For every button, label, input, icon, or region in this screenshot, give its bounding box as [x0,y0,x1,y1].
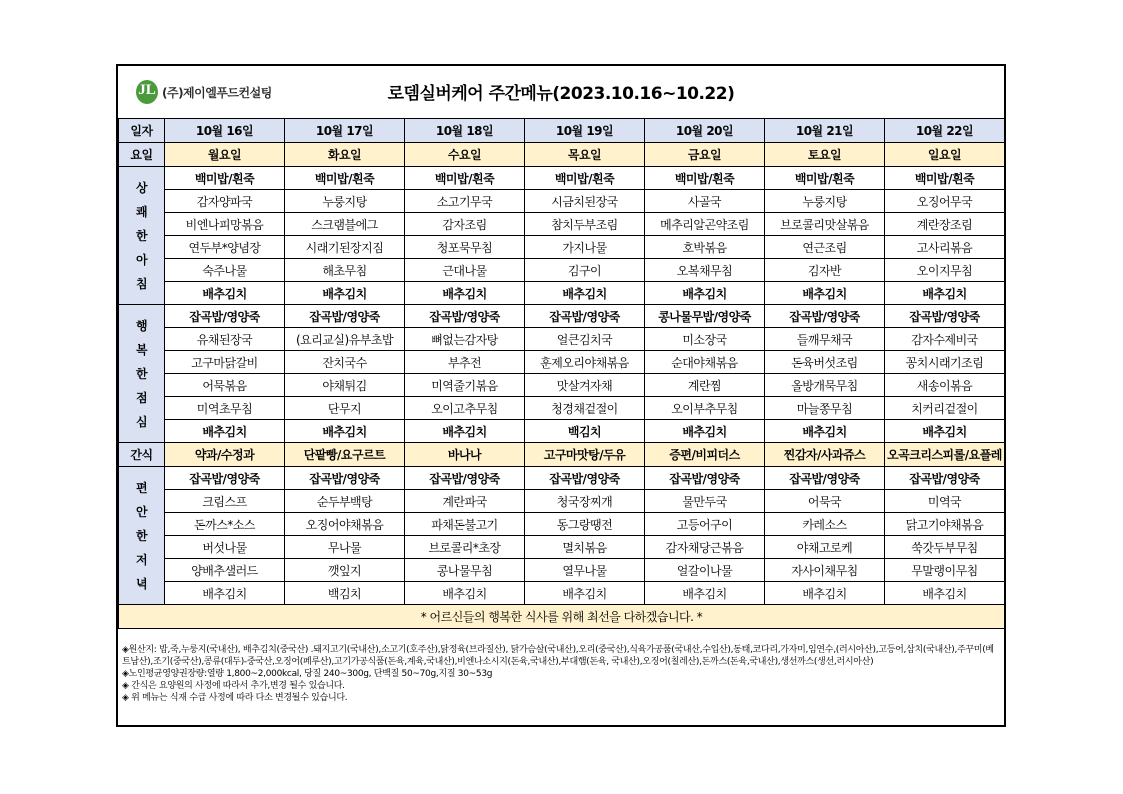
day-cell: 월요일 [165,143,285,167]
lunch-menu-item: 돈육버섯조림 [765,351,885,374]
date-cell: 10월 18일 [405,119,525,143]
table-row [119,167,1005,190]
breakfast-menu-item: 참치두부조림 [525,213,645,236]
lunch-menu-item: 배추김치 [285,420,405,443]
dinner-menu-item: 콩나물무침 [405,559,525,582]
table-row [119,559,1005,582]
notes-section [122,644,1000,704]
breakfast-menu-item: 배추김치 [765,282,885,305]
table-row [119,259,1005,282]
lunch-menu-item: 배추김치 [165,420,285,443]
dinner-menu-item: 잡곡밥/영양죽 [165,467,285,490]
dinner-menu-item: 어묵국 [765,490,885,513]
date-label: 일자 [119,119,165,143]
dinner-menu-item: 깻잎지 [285,559,405,582]
dinner-menu-item: 카레소스 [765,513,885,536]
breakfast-menu-item: 배추김치 [405,282,525,305]
lunch-label [119,305,165,443]
lunch-menu-item: 꽁치시래기조림 [885,351,1005,374]
lunch-menu-item: 잡곡밥/영양죽 [405,305,525,328]
dinner-label-text: 편안한저녁 [135,480,148,591]
breakfast-menu-item: 배추김치 [885,282,1005,305]
lunch-menu-item: 미역초무침 [165,397,285,420]
dinner-menu-item: 배추김치 [885,582,1005,605]
lunch-menu-item: 뼈없는감자탕 [405,328,525,351]
date-cell: 10월 22일 [885,119,1005,143]
weekly-menu-table [118,118,1005,629]
breakfast-menu-item: 김자반 [765,259,885,282]
note-origin: ◈원산지: 밥,죽,누룽지(국내산), 배추김치(중국산) .돼지고기(국내산),소고기(호주산),닭정육(브라질산), 닭가슴살(국내산),오리(중국산),식육가공품(국내산,수입산),동태,코다리,가자미,임연수,(러시아산),고등어,삼치(국내산),주꾸미(베트남산),조기(중국산),콩류(대두)-중국산,오징어(페루산),고기가공식품(돈육,계육,국내산),비엔나소시지(돈육,국내산),부대햄(돈육, 국내산),오징어(칠레산),돈까스(돈육,국내산),생선까스(생선,러시아산) [122,645,994,667]
breakfast-menu-item: 백미밥/흰죽 [765,167,885,190]
dinner-menu-item: 감자채당근볶음 [645,536,765,559]
dinner-label [119,467,165,605]
snack-item: 바나나 [405,443,525,467]
lunch-menu-item: 미소장국 [645,328,765,351]
snack-item: 단팥빵/요구르트 [285,443,405,467]
lunch-menu-item: 유채된장국 [165,328,285,351]
breakfast-menu-item: 해초무침 [285,259,405,282]
dinner-menu-item: 오징어야채볶음 [285,513,405,536]
breakfast-menu-item: 백미밥/흰죽 [645,167,765,190]
table-row [119,536,1005,559]
dinner-menu-item: 순두부백탕 [285,490,405,513]
lunch-menu-item: 오이고추무침 [405,397,525,420]
table-row [119,513,1005,536]
dinner-menu-item: 고등어구이 [645,513,765,536]
snack-item: 약과/수정과 [165,443,285,467]
lunch-menu-item: 배추김치 [645,420,765,443]
dinner-menu-item: 배추김치 [645,582,765,605]
breakfast-menu-item: 메추리알곤약조림 [645,213,765,236]
day-cell: 수요일 [405,143,525,167]
snack-item: 증편/비피더스 [645,443,765,467]
date-cell: 10월 21일 [765,119,885,143]
snack-item: 찐감자/사과쥬스 [765,443,885,467]
dinner-menu-item: 계란파국 [405,490,525,513]
breakfast-menu-item: 연두부*양념장 [165,236,285,259]
table-row [119,305,1005,328]
dinner-menu-item: 무말랭이무침 [885,559,1005,582]
dinner-menu-item: 야채고로케 [765,536,885,559]
table-row [119,582,1005,605]
breakfast-menu-item: 오복채무침 [645,259,765,282]
lunch-menu-item: 올방개묵무침 [765,374,885,397]
breakfast-label [119,167,165,305]
lunch-label-text: 행복한점심 [135,318,148,429]
breakfast-menu-item: 연근조림 [765,236,885,259]
lunch-menu-item: 청경채겉절이 [525,397,645,420]
lunch-menu-item: 백김치 [525,420,645,443]
dinner-menu-item: 배추김치 [525,582,645,605]
dinner-menu-item: 열무나물 [525,559,645,582]
breakfast-menu-item: 배추김치 [165,282,285,305]
date-cell: 10월 20일 [645,119,765,143]
table-row [119,119,1005,143]
breakfast-menu-item: 오징어무국 [885,190,1005,213]
note-change: ◈ 위 메뉴는 식재 수급 사정에 따라 다소 변경될수 있습니다. [122,693,348,703]
lunch-menu-item: 어묵볶음 [165,374,285,397]
lunch-menu-item: 순대야채볶음 [645,351,765,374]
lunch-menu-item: 부추전 [405,351,525,374]
dinner-menu-item: 백김치 [285,582,405,605]
date-cell: 10월 17일 [285,119,405,143]
dinner-menu-item: 브로콜리*초장 [405,536,525,559]
lunch-menu-item: 잡곡밥/영양죽 [525,305,645,328]
breakfast-menu-item: 고사리볶음 [885,236,1005,259]
table-row [119,490,1005,513]
breakfast-menu-item: 오이지무침 [885,259,1005,282]
table-row [119,328,1005,351]
breakfast-menu-item: 청포묵무침 [405,236,525,259]
table-row [119,351,1005,374]
day-cell: 화요일 [285,143,405,167]
table-row [119,282,1005,305]
breakfast-menu-item: 스크램블에그 [285,213,405,236]
breakfast-menu-item: 숙주나물 [165,259,285,282]
dinner-menu-item: 청국장찌개 [525,490,645,513]
breakfast-menu-item: 호박볶음 [645,236,765,259]
lunch-menu-item: 잡곡밥/영양죽 [765,305,885,328]
table-row [119,605,1005,629]
breakfast-menu-item: 누룽지탕 [285,190,405,213]
breakfast-menu-item: 감자양파국 [165,190,285,213]
dinner-menu-item: 배추김치 [405,582,525,605]
breakfast-menu-item: 배추김치 [645,282,765,305]
date-cell: 10월 19일 [525,119,645,143]
dinner-menu-item: 닭고기야채볶음 [885,513,1005,536]
date-cell: 10월 16일 [165,119,285,143]
dinner-menu-item: 잡곡밥/영양죽 [525,467,645,490]
breakfast-label-text: 상쾌한아침 [135,180,148,291]
breakfast-menu-item: 감자조림 [405,213,525,236]
dinner-menu-item: 미역국 [885,490,1005,513]
dinner-menu-item: 배추김치 [765,582,885,605]
table-row [119,374,1005,397]
lunch-menu-item: 잡곡밥/영양죽 [165,305,285,328]
lunch-menu-item: 고구마닭갈비 [165,351,285,374]
snack-item: 오곡크리스피롤/요플레 [885,443,1005,467]
table-row [119,236,1005,259]
breakfast-menu-item: 계란장조림 [885,213,1005,236]
dinner-menu-item: 물만두국 [645,490,765,513]
sheet-header [118,66,1004,119]
day-cell: 일요일 [885,143,1005,167]
day-label: 요일 [119,143,165,167]
snack-item: 고구마맛탕/두유 [525,443,645,467]
breakfast-menu-item: 백미밥/흰죽 [165,167,285,190]
lunch-menu-item: 잡곡밥/영양죽 [885,305,1005,328]
dinner-menu-item: 버섯나물 [165,536,285,559]
lunch-menu-item: 콩나물무밥/영양죽 [645,305,765,328]
lunch-menu-item: 계란찜 [645,374,765,397]
note-snack: ◈ 간식은 요양원의 사정에 따라서 추가,변경 될수 있습니다. [122,681,345,691]
dinner-menu-item: 잡곡밥/영양죽 [765,467,885,490]
lunch-menu-item: 배추김치 [885,420,1005,443]
menu-sheet [116,64,1006,727]
lunch-menu-item: 잔치국수 [285,351,405,374]
breakfast-menu-item: 사골국 [645,190,765,213]
lunch-menu-item: 미역줄기볶음 [405,374,525,397]
dinner-menu-item: 양배추샐러드 [165,559,285,582]
dinner-menu-item: 쑥갓두부무침 [885,536,1005,559]
table-row [119,443,1005,467]
table-row [119,190,1005,213]
breakfast-menu-item: 비엔나피망볶음 [165,213,285,236]
snack-label: 간식 [119,443,165,467]
breakfast-menu-item: 가지나물 [525,236,645,259]
note-nutrition: ◈노인평균영양권장량:열량 1,800~2,000kcal, 당질 240~300g, 단백질 50~70g,지질 30~53g [122,669,493,679]
breakfast-menu-item: 배추김치 [285,282,405,305]
lunch-menu-item: 오이부추무침 [645,397,765,420]
breakfast-menu-item: 누룽지탕 [765,190,885,213]
lunch-menu-item: 새송이볶음 [885,374,1005,397]
breakfast-menu-item: 백미밥/흰죽 [405,167,525,190]
dinner-menu-item: 배추김치 [165,582,285,605]
lunch-menu-item: 치커리겉절이 [885,397,1005,420]
table-row [119,420,1005,443]
lunch-menu-item: (요리교실)유부초밥 [285,328,405,351]
table-row [119,467,1005,490]
lunch-menu-item: 마늘쫑무침 [765,397,885,420]
breakfast-menu-item: 배추김치 [525,282,645,305]
dinner-menu-item: 동그랑땡전 [525,513,645,536]
breakfast-menu-item: 시래기된장지짐 [285,236,405,259]
lunch-menu-item: 맛살겨자채 [525,374,645,397]
breakfast-menu-item: 백미밥/흰죽 [525,167,645,190]
day-cell: 목요일 [525,143,645,167]
logo-mark-text: JL [138,82,156,98]
breakfast-menu-item: 백미밥/흰죽 [885,167,1005,190]
lunch-menu-item: 배추김치 [405,420,525,443]
dinner-menu-item: 크림스프 [165,490,285,513]
lunch-menu-item: 단무지 [285,397,405,420]
day-cell: 토요일 [765,143,885,167]
lunch-menu-item: 들깨무채국 [765,328,885,351]
breakfast-menu-item: 브로콜리맛살볶음 [765,213,885,236]
dinner-menu-item: 파채돈불고기 [405,513,525,536]
breakfast-menu-item: 근대나물 [405,259,525,282]
breakfast-menu-item: 김구이 [525,259,645,282]
lunch-menu-item: 야채튀김 [285,374,405,397]
dinner-menu-item: 잡곡밥/영양죽 [885,467,1005,490]
dinner-menu-item: 잡곡밥/영양죽 [645,467,765,490]
lunch-menu-item: 잡곡밥/영양죽 [285,305,405,328]
dinner-menu-item: 돈까스*소스 [165,513,285,536]
dinner-menu-item: 무나물 [285,536,405,559]
breakfast-menu-item: 시금치된장국 [525,190,645,213]
footer-message: * 어르신들의 행복한 식사를 위해 최선을 다하겠습니다. * [119,605,1005,629]
table-row [119,143,1005,167]
lunch-menu-item: 얼큰김치국 [525,328,645,351]
dinner-menu-item: 잡곡밥/영양죽 [285,467,405,490]
dinner-menu-item: 멸치볶음 [525,536,645,559]
day-cell: 금요일 [645,143,765,167]
dinner-menu-item: 잡곡밥/영양죽 [405,467,525,490]
table-row [119,213,1005,236]
breakfast-menu-item: 소고기무국 [405,190,525,213]
lunch-menu-item: 감자수제비국 [885,328,1005,351]
breakfast-menu-item: 백미밥/흰죽 [285,167,405,190]
page-title: 로뎀실버케어 주간메뉴(2023.10.16~10.22) [387,84,735,104]
lunch-menu-item: 배추김치 [765,420,885,443]
dinner-menu-item: 얼갈이나물 [645,559,765,582]
company-name: (주)제이엘푸드컨설팅 [162,85,272,100]
dinner-menu-item: 자사이채무침 [765,559,885,582]
lunch-menu-item: 훈제오리야채볶음 [525,351,645,374]
table-row [119,397,1005,420]
